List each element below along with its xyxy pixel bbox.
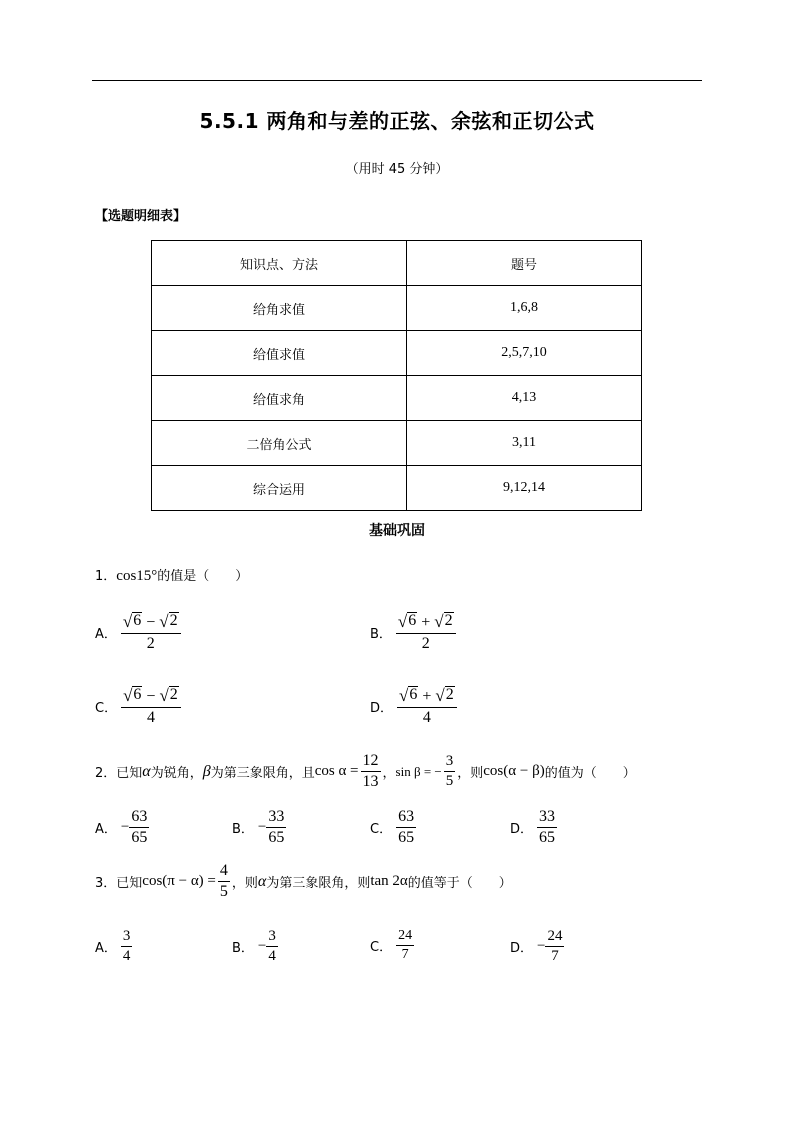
time-limit: （用时 45 分钟） (345, 162, 449, 177)
symbol-alpha: α (142, 762, 151, 780)
math-expression: cos(π − α) = (142, 873, 216, 890)
math-expression: tan 2α (370, 873, 408, 890)
option-2d[interactable] (510, 808, 557, 848)
header-rule (92, 80, 702, 81)
denominator: 7 (551, 948, 559, 965)
option-1b[interactable] (370, 612, 456, 654)
operator: + (421, 613, 431, 631)
option-label: C． (370, 822, 393, 838)
fraction (218, 862, 230, 902)
numerator: 33 (539, 808, 556, 825)
denominator: 2 (421, 635, 430, 653)
detail-table (151, 240, 642, 511)
radicand: 6 (409, 686, 418, 703)
denominator: 65 (268, 829, 285, 847)
fraction (396, 808, 416, 848)
numerator: 12 (362, 752, 379, 769)
option-label: A． (95, 627, 117, 643)
numerator: 33 (268, 808, 285, 825)
sign: − (257, 938, 267, 955)
radicand: 2 (444, 612, 453, 629)
question-number: 3． (95, 876, 117, 892)
option-label: D． (510, 941, 534, 957)
numbers-cell: 4,13 (407, 376, 642, 421)
question-text: 已知 (116, 876, 143, 892)
numerator: 63 (131, 808, 148, 825)
radicand: 6 (408, 612, 417, 629)
math-expression: cos15° (116, 568, 158, 584)
fraction (266, 808, 286, 848)
column-header-topic: 知识点、方法 (152, 241, 407, 286)
fraction: √ 6 − √ 2 2 (121, 612, 181, 654)
table-row (152, 466, 642, 511)
numbers-cell: 9,12,14 (407, 466, 642, 511)
denominator: 2 (146, 635, 155, 653)
question-text: ，则 (457, 766, 484, 782)
question-text: 的值是（ ） (157, 569, 249, 584)
question-text: ， (382, 766, 396, 782)
question-text: 的值为（ ） (544, 766, 636, 782)
denominator: 13 (362, 773, 379, 791)
denominator: 5 (219, 883, 228, 901)
question-text: 的值等于（ ） (407, 876, 512, 892)
detail-table-label: 【选题明细表】 (95, 209, 187, 224)
denominator: 5 (445, 773, 454, 790)
operator: − (146, 613, 156, 631)
fraction: √ 6 + √ 2 4 (397, 686, 457, 728)
radicand: 2 (445, 686, 454, 703)
numerator: 24 (398, 928, 413, 943)
option-1a[interactable] (95, 612, 181, 654)
numerator: 4 (219, 862, 228, 879)
topic-cell: 给值求角 (152, 376, 407, 421)
fraction (266, 928, 278, 966)
denominator: 4 (122, 948, 131, 965)
section-heading: 基础巩固 (369, 523, 425, 539)
option-3a[interactable] (95, 928, 132, 966)
numerator: 24 (547, 928, 563, 944)
option-3b[interactable] (232, 928, 278, 966)
question-text: ，则 (231, 876, 258, 892)
fraction (121, 928, 133, 966)
denominator: 7 (401, 947, 409, 963)
radicand: 2 (169, 612, 178, 629)
symbol-beta: β (202, 762, 211, 780)
radicand: 6 (133, 612, 142, 629)
math-expression: cos α = (314, 763, 359, 780)
question-number: 1． (95, 569, 117, 584)
column-header-numbers: 题号 (407, 241, 642, 286)
radicand: 6 (133, 686, 142, 703)
sign: − (120, 819, 130, 836)
denominator: 65 (398, 829, 415, 847)
numerator: 3 (445, 753, 454, 770)
option-label: B． (232, 822, 254, 838)
option-label: A． (95, 822, 117, 838)
question-number: 2． (95, 766, 117, 782)
question-text: 为第三象限角，则 (266, 876, 371, 892)
operator: − (146, 687, 156, 705)
math-expression: sin β = − (395, 763, 442, 779)
numerator: 3 (268, 928, 276, 944)
option-1d[interactable] (370, 686, 457, 728)
option-3c[interactable] (370, 928, 414, 963)
question-3 (95, 862, 512, 902)
table-row (152, 286, 642, 331)
denominator: 65 (131, 829, 148, 847)
table-row (152, 421, 642, 466)
table-row (152, 376, 642, 421)
option-1c[interactable] (95, 686, 181, 728)
question-text: 为锐角， (150, 766, 203, 782)
numbers-cell: 3,11 (407, 421, 642, 466)
fraction (361, 752, 381, 792)
option-2b[interactable] (232, 808, 286, 848)
question-2 (95, 752, 636, 792)
symbol-alpha: α (257, 872, 267, 890)
option-3d[interactable] (510, 928, 564, 966)
radicand: 2 (169, 686, 178, 703)
option-2a[interactable] (95, 808, 149, 848)
sign: − (257, 819, 267, 836)
fraction: √ 6 − √ 2 4 (121, 686, 181, 728)
fraction (537, 808, 557, 848)
option-label: D． (370, 701, 394, 717)
topic-cell: 综合运用 (152, 466, 407, 511)
option-label: C． (370, 940, 393, 956)
denominator: 4 (268, 948, 276, 965)
option-label: A． (95, 941, 117, 957)
sign: − (537, 938, 546, 955)
option-2c[interactable] (370, 808, 416, 848)
topic-cell: 给值求值 (152, 331, 407, 376)
fraction (129, 808, 149, 848)
table-header-row (152, 241, 642, 286)
denominator: 4 (146, 709, 155, 727)
question-1 (95, 565, 248, 585)
denominator: 4 (422, 709, 431, 727)
fraction: √ 6 + √ 2 2 (396, 612, 456, 654)
topic-cell: 给角求值 (152, 286, 407, 331)
numerator: 3 (122, 928, 131, 944)
numbers-cell: 2,5,7,10 (407, 331, 642, 376)
option-label: D． (510, 822, 534, 838)
fraction (545, 928, 564, 966)
table-row (152, 331, 642, 376)
math-expression: cos(α − β) (483, 763, 545, 780)
option-label: B． (370, 627, 392, 643)
question-text: 已知 (116, 766, 143, 782)
numerator: 63 (398, 808, 415, 825)
option-label: C． (95, 701, 118, 717)
page-title: 5.5.1 两角和与差的正弦、余弦和正切公式 (199, 109, 595, 133)
numbers-cell: 1,6,8 (407, 286, 642, 331)
operator: + (422, 687, 432, 705)
fraction (444, 753, 456, 791)
topic-cell: 二倍角公式 (152, 421, 407, 466)
fraction (396, 928, 414, 963)
option-label: B． (232, 941, 254, 957)
denominator: 65 (539, 829, 556, 847)
question-text: 为第三象限角，且 (210, 766, 315, 782)
